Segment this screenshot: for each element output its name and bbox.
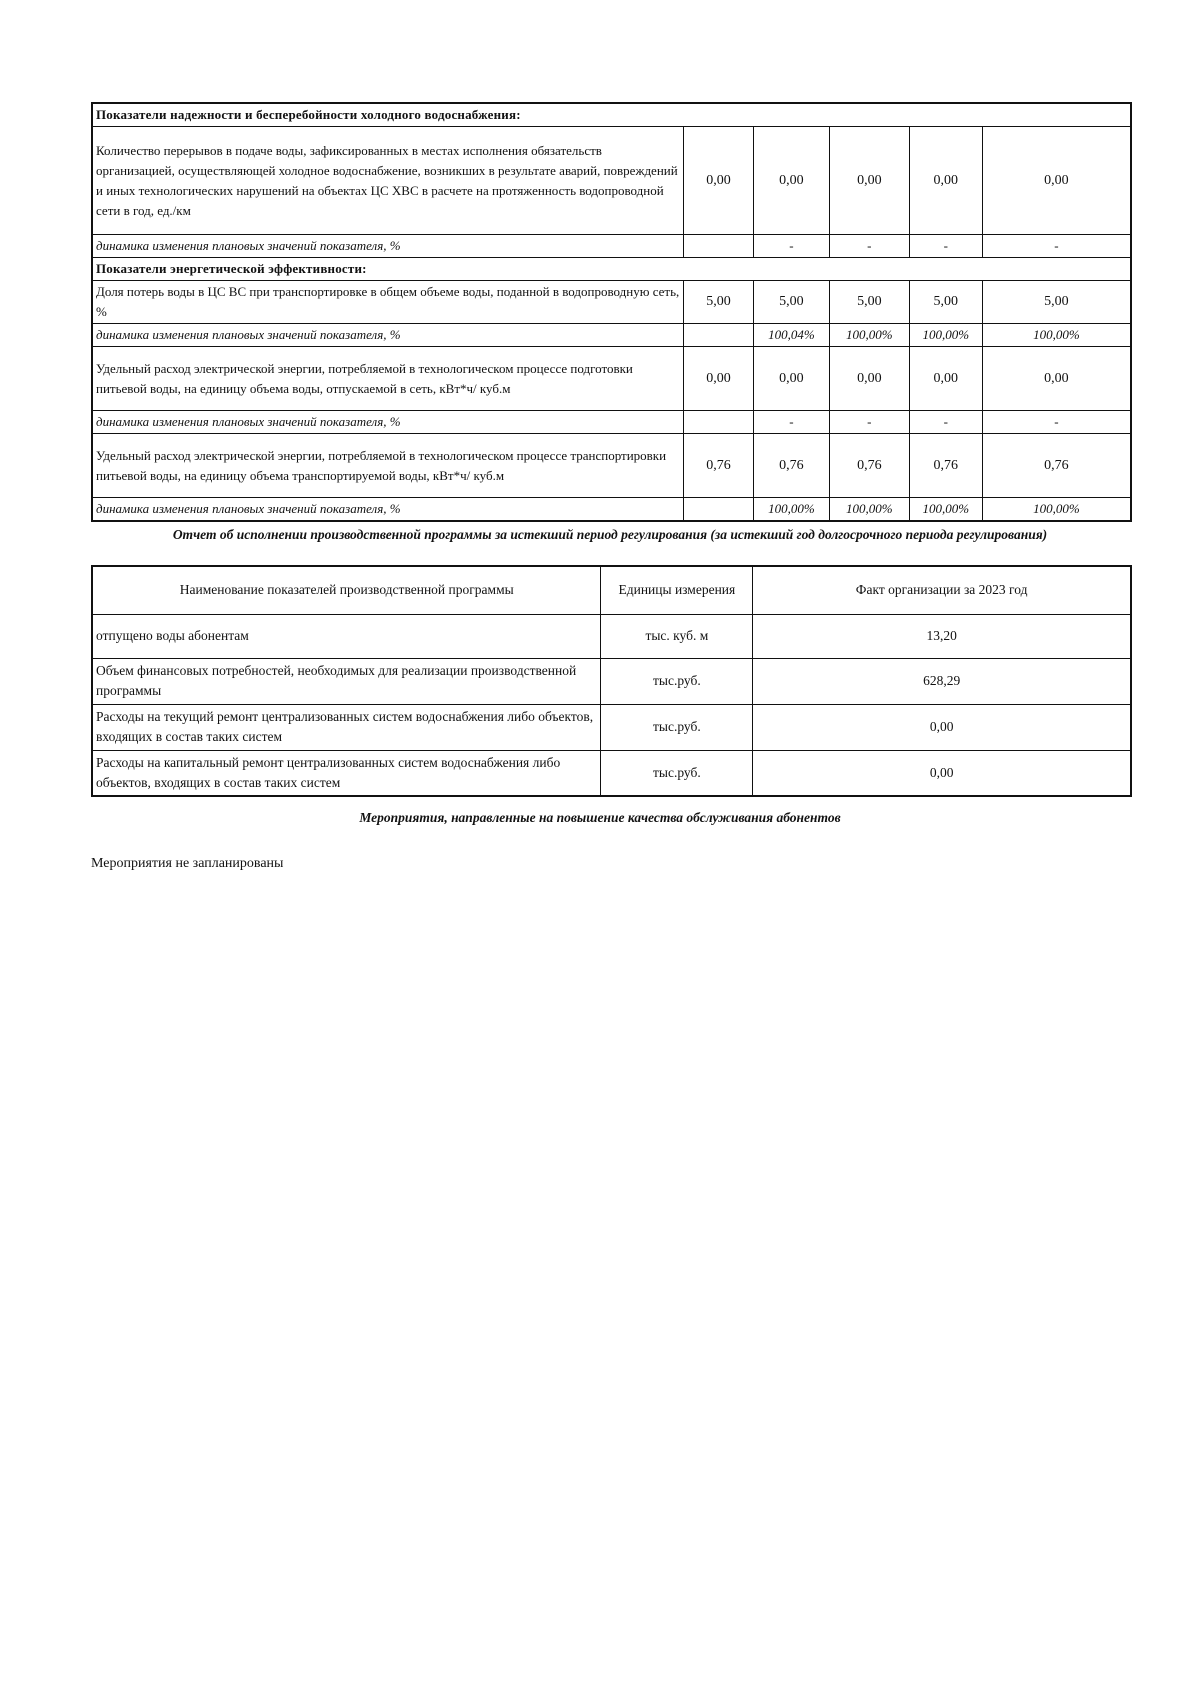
dynamics-cell: -	[753, 235, 829, 258]
dynamics-cell	[684, 411, 754, 434]
dynamics-cell	[684, 324, 754, 347]
value-cell: 0,00	[982, 127, 1131, 235]
value-cell: 0,00	[829, 127, 909, 235]
value-cell: 0,76	[909, 434, 982, 498]
column-header: Наименование показателей производственной программы	[92, 566, 601, 614]
dynamics-row	[92, 411, 1131, 434]
dynamics-cell: 100,00%	[829, 324, 909, 347]
table-header-row	[92, 566, 1131, 614]
value-cell: 0,00	[909, 127, 982, 235]
dynamics-cell: 100,00%	[982, 498, 1131, 522]
section-energy-row	[92, 258, 1131, 281]
table-row	[92, 750, 1131, 796]
table-row	[92, 347, 1131, 411]
column-header: Единицы измерения	[601, 566, 753, 614]
row-fact: 0,00	[753, 750, 1131, 796]
dynamics-cell: -	[909, 235, 982, 258]
row-unit: тыс.руб.	[601, 704, 753, 750]
table-row	[92, 434, 1131, 498]
value-cell: 5,00	[982, 281, 1131, 324]
row-name: Расходы на капитальный ремонт централизованных систем водоснабжения либо объектов, входящих в состав таких систем	[92, 750, 601, 796]
value-cell: 0,76	[753, 434, 829, 498]
dynamics-label: динамика изменения плановых значений показателя, %	[92, 235, 684, 258]
table-row	[92, 614, 1131, 658]
value-cell: 0,00	[684, 347, 754, 411]
value-cell: 0,76	[982, 434, 1131, 498]
dynamics-cell: -	[909, 411, 982, 434]
row-unit: тыс.руб.	[601, 750, 753, 796]
value-cell: 0,00	[829, 347, 909, 411]
value-cell: 5,00	[829, 281, 909, 324]
indicators-table	[91, 102, 1132, 522]
row-name: отпущено воды абонентам	[92, 614, 601, 658]
value-cell: 0,76	[829, 434, 909, 498]
row-label: Доля потерь воды в ЦС ВС при транспортировке в общем объеме воды, поданной в водопроводную сеть, %	[92, 281, 684, 324]
dynamics-label: динамика изменения плановых значений показателя, %	[92, 498, 684, 522]
row-label: Удельный расход электрической энергии, потребляемой в технологическом процессе транспортировки питьевой воды, на единицу объема транспортируемой воды, кВт*ч/ куб.м	[92, 434, 684, 498]
dynamics-cell: -	[982, 235, 1131, 258]
row-fact: 628,29	[753, 658, 1131, 704]
measures-title: Мероприятия, направленные на повышение качества обслуживания абонентов	[359, 810, 841, 825]
dynamics-cell: 100,00%	[909, 498, 982, 522]
value-cell: 0,00	[684, 127, 754, 235]
row-unit: тыс. куб. м	[601, 614, 753, 658]
table-row	[92, 658, 1131, 704]
value-cell: 0,00	[982, 347, 1131, 411]
row-name: Объем финансовых потребностей, необходимых для реализации производственной программы	[92, 658, 601, 704]
dynamics-cell: 100,00%	[909, 324, 982, 347]
dynamics-row	[92, 498, 1131, 522]
dynamics-cell: 100,00%	[982, 324, 1131, 347]
value-cell: 0,00	[753, 347, 829, 411]
value-cell: 0,00	[909, 347, 982, 411]
section-reliability-row	[92, 103, 1131, 127]
row-fact: 0,00	[753, 704, 1131, 750]
section-reliability-title: Показатели надежности и бесперебойности холодного водоснабжения:	[92, 103, 1131, 127]
row-label: Удельный расход электрической энергии, потребляемой в технологическом процессе подготовки питьевой воды, на единицу объема воды, отпускаемой в сеть, кВт*ч/ куб.м	[92, 347, 684, 411]
column-header: Факт организации за 2023 год	[753, 566, 1131, 614]
dynamics-label: динамика изменения плановых значений показателя, %	[92, 411, 684, 434]
value-cell: 0,00	[753, 127, 829, 235]
production-program-table	[91, 565, 1132, 797]
dynamics-cell: -	[829, 411, 909, 434]
dynamics-cell: 100,00%	[829, 498, 909, 522]
report-caption: Отчет об исполнении производственной программы за истекший период регулирования (за истекший год долгосрочного периода регулирования)	[172, 527, 1048, 542]
dynamics-cell: 100,00%	[753, 498, 829, 522]
dynamics-label: динамика изменения плановых значений показателя, %	[92, 324, 684, 347]
row-unit: тыс.руб.	[601, 658, 753, 704]
dynamics-cell	[684, 235, 754, 258]
dynamics-cell	[684, 498, 754, 522]
value-cell: 5,00	[753, 281, 829, 324]
dynamics-row	[92, 235, 1131, 258]
value-cell: 5,00	[684, 281, 754, 324]
table-row	[92, 281, 1131, 324]
value-cell: 5,00	[909, 281, 982, 324]
row-fact: 13,20	[753, 614, 1131, 658]
measures-text: Мероприятия не запланированы	[91, 856, 284, 871]
row-name: Расходы на текущий ремонт централизованных систем водоснабжения либо объектов, входящих в состав таких систем	[92, 704, 601, 750]
dynamics-cell: 100,04%	[753, 324, 829, 347]
dynamics-row	[92, 324, 1131, 347]
dynamics-cell: -	[982, 411, 1131, 434]
dynamics-cell: -	[829, 235, 909, 258]
row-label: Количество перерывов в подаче воды, зафиксированных в местах исполнения обязательств организацией, осуществляющей холодное водоснабжение, возникших в результате аварий, повреждений и иных технологических нарушений на объектах ЦС ХВС в расчете на протяженность водопроводной сети в год, ед./км	[92, 127, 684, 235]
value-cell: 0,76	[684, 434, 754, 498]
table-row	[92, 127, 1131, 235]
section-energy-title: Показатели энергетической эффективности:	[92, 258, 1131, 281]
table-row	[92, 704, 1131, 750]
dynamics-cell: -	[753, 411, 829, 434]
